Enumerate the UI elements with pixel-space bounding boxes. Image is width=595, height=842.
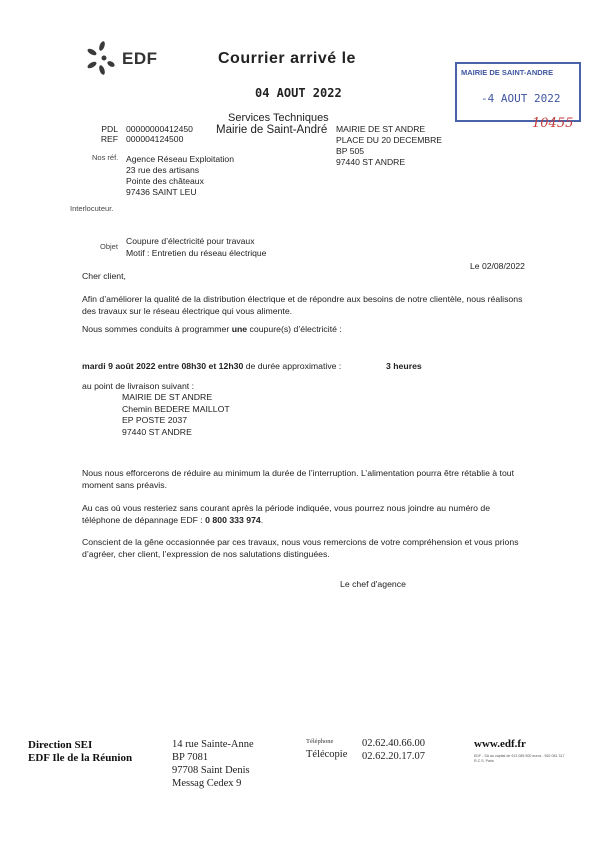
cut-schedule — [82, 361, 530, 373]
recipient-line: BP 505 — [336, 146, 365, 156]
paragraph-intro: Afin d’améliorer la qualité de la distribution électrique et de répondre aux besoins de notre clientèle, nous réalisons des travaux sur le réseau électrique qui vous alimente. — [82, 294, 523, 316]
pdl-value: 00000000412450 — [126, 124, 193, 134]
mairie-stamp — [455, 62, 581, 122]
delivery-line: MAIRIE DE ST ANDRE — [122, 392, 213, 402]
interlocuteur-label: Interlocuteur. — [70, 204, 114, 213]
agency-line: 23 rue des artisans — [126, 165, 200, 175]
recipient-line: 97440 ST ANDRE — [336, 157, 406, 167]
delivery-address — [122, 392, 230, 438]
footer-legal: EDF - SA au capital de 913 085 500 euros - 552 081 317 R.C.S. Paris — [474, 754, 565, 763]
delivery-line: EP POSTE 2037 — [122, 415, 188, 425]
mairie-stamp-date: -4 AOUT 2022 — [481, 92, 561, 105]
mairie-stamp-title: MAIRIE DE SAINT-ANDRE — [461, 68, 554, 77]
p4-pre: Au cas où vous resteriez sans courant après la période indiquée, vous pourrez nous joindre au numéro de téléphone de dépannage EDF : — [82, 503, 491, 525]
footer-address-line: Messag Cedex 9 — [172, 778, 242, 789]
footer-address-line: 97708 Saint Denis — [172, 765, 250, 776]
edf-logo-text: EDF — [122, 49, 158, 68]
cut-mid: de durée approximative : — [243, 361, 342, 371]
signature: Le chef d'agence — [340, 579, 406, 589]
delivery-intro: au point de livraison suivant : — [82, 381, 195, 391]
cut-date: mardi 9 août 2022 entre 08h30 et 12h30 — [82, 361, 244, 371]
p2-bold: une — [231, 324, 248, 334]
direction-line1: Direction SEI — [28, 739, 93, 751]
services-stamp-line1: Services Techniques — [228, 112, 329, 124]
agency-line: Agence Réseau Exploitation — [126, 154, 234, 164]
agency-address — [126, 154, 234, 198]
p2-post: coupure(s) d’électricité : — [247, 324, 342, 334]
nos-ref-label: Nos réf. — [92, 153, 119, 162]
footer-address — [172, 738, 254, 790]
p2-pre: Nous sommes conduits à programmer — [82, 324, 232, 334]
agency-line: Pointe des châteaux — [126, 176, 204, 186]
paragraph-hotline — [82, 503, 530, 526]
footer-address-line: BP 7081 — [172, 752, 209, 763]
footer-direction — [28, 739, 132, 765]
salutation: Cher client, — [82, 271, 126, 281]
hotline-number: 0 800 333 974 — [205, 514, 261, 525]
footer-address-line: 14 rue Sainte-Anne — [172, 739, 254, 750]
footer-tel-label: Téléphone — [306, 738, 334, 745]
paragraph-interruption: Nous nous efforcerons de réduire au minimum la durée de l’interruption. L’alimentation pourra être rétablie à tout moment sans préavis. — [82, 468, 515, 490]
paragraph-programming — [82, 324, 530, 336]
footer-fax-label: Télécopie — [306, 749, 348, 760]
recipient-line: PLACE DU 20 DECEMBRE — [336, 135, 443, 145]
subject-label: Objet — [100, 242, 118, 251]
subject-line2: Motif : Entretien du réseau électrique — [126, 248, 267, 258]
services-stamp-line2: Mairie de Saint-André — [216, 124, 328, 136]
received-stamp-label: Courrier arrivé le — [218, 50, 356, 67]
pdl-label: PDL — [101, 124, 118, 134]
p4-post: . — [260, 514, 264, 525]
footer-fax-value: 02.62.20.17.07 — [362, 751, 425, 762]
ref-value: 000004124500 — [126, 134, 184, 144]
paragraph-closing: Conscient de la gêne occasionnée par ces travaux, nous vous remercions de votre compréhension et vous prions d’agréer, cher client, l’expression de nos salutations distinguées. — [82, 537, 519, 559]
footer-tel-value: 02.62.40.66.00 — [362, 738, 425, 749]
received-stamp-date: 04 AOUT 2022 — [255, 86, 342, 100]
edf-flower-icon — [84, 40, 120, 76]
agency-line: 97436 SAINT LEU — [126, 187, 197, 197]
delivery-line: 97440 ST ANDRE — [122, 426, 192, 437]
direction-line2: EDF Ile de la Réunion — [28, 752, 133, 764]
ref-label: REF — [100, 134, 118, 144]
delivery-line: Chemin BEDERE MAILLOT — [122, 403, 230, 414]
cut-duration: 3 heures — [386, 361, 422, 371]
mairie-stamp-number: 10455 — [532, 116, 574, 131]
subject-line1: Coupure d’électricité pour travaux — [126, 236, 255, 246]
edf-logo — [84, 40, 174, 80]
footer-website[interactable]: www.edf.fr — [474, 738, 526, 750]
letter-date: Le 02/08/2022 — [470, 261, 525, 271]
recipient-line: MAIRIE DE ST ANDRE — [336, 124, 426, 134]
recipient-address — [336, 124, 442, 168]
